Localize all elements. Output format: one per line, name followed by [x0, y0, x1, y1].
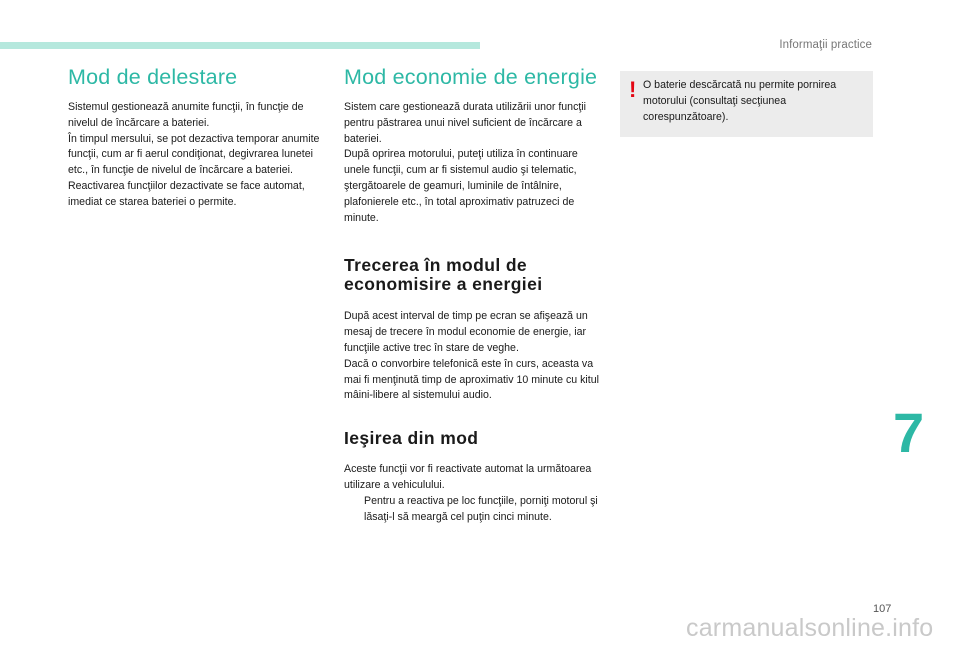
warning-box [620, 71, 873, 137]
section-title: Informaţii practice [779, 39, 872, 51]
paragraph: Aceste funcţii vor fi reactivate automat la următoarea utilizare a vehiculului. [344, 463, 592, 491]
watermark: carmanualsonline.info [686, 614, 934, 642]
paragraph: În timpul mersului, se pot dezactiva temporar anumite funcţii, cum ar fi aerul condiţionat, degivrarea lunetei etc., în funcţie de nivelul de încărcare a bateriei. [68, 132, 320, 177]
column-load-shedding [68, 62, 322, 211]
checkbox-icon [344, 494, 364, 526]
paragraph: Sistem care gestionează durata utilizării unor funcţii pentru păstrarea unui nivel suficient de încărcare a bateriei. [344, 101, 587, 145]
paragraph: Reactivarea funcţiilor dezactivate se face automat, imediat ce starea bateriei o permite. [68, 179, 305, 208]
paragraph: După oprirea motorului, puteţi utiliza în continuare unele funcţii, cum ar fi sistemul audio şi telematic, ştergătoarele de geamuri, luminile de întâlnire, plafonierele etc., în total aproximativ patruzeci de minute. [344, 148, 578, 224]
subheading-switching-to-economy: Trecerea în modul de economisire a energiei [344, 255, 543, 295]
exclamation-icon: ! [629, 77, 637, 102]
paragraph: Sistemul gestionează anumite funcţii, în funcţie de nivelul de încărcare a bateriei. [68, 101, 304, 129]
chapter-number: 7 [893, 401, 925, 464]
subheading-exiting-mode: Ieşirea din mod [344, 428, 479, 449]
warning-text: O baterie descărcată nu permite pornirea motorului (consultaţi secţiunea corespunzătoare). [643, 79, 837, 123]
column-energy-economy [344, 62, 602, 525]
list-item [344, 494, 602, 526]
page-number: 107 [873, 603, 892, 615]
heading-load-shedding: Mod de delestare [68, 65, 238, 89]
paragraph: După acest interval de timp pe ecran se afişează un mesaj de trecere în modul economie de energie, iar funcţiile active trec în stare de veghe. [344, 310, 588, 354]
header-accent-bar [0, 42, 480, 49]
paragraph: Dacă o convorbire telefonică este în curs, aceasta va mai fi menţinută timp de aproximativ 10 minute cu kitul mâini-libere al sistemului audio. [344, 357, 599, 402]
heading-energy-economy: Mod economie de energie [344, 65, 598, 89]
list-item-text: Pentru a reactiva pe loc funcţiile, porniţi motorul şi lăsaţi-l să meargă cel puţin cinci minute. [364, 494, 598, 523]
